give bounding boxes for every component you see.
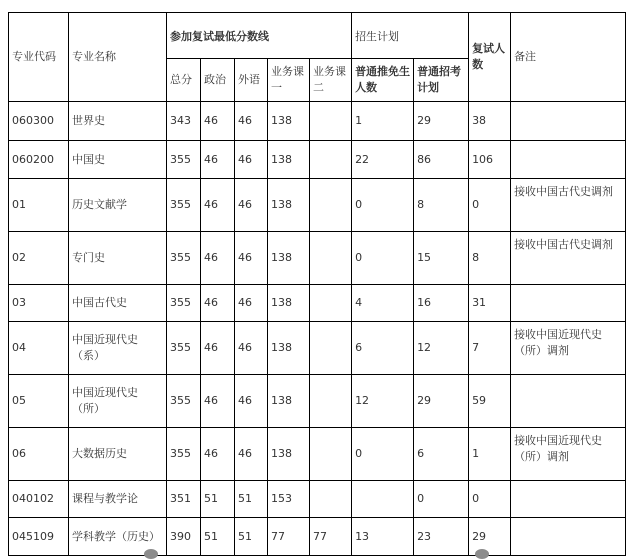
cell-retest: 0 [469, 481, 511, 518]
cell-c1: 138 [268, 232, 310, 285]
cell-total: 355 [167, 428, 201, 481]
cell-code: 03 [9, 285, 69, 322]
cell-foreign: 46 [235, 375, 268, 428]
header-exam: 普通招考计划 [414, 59, 469, 102]
cell-politics: 46 [201, 141, 235, 179]
cell-name: 世界史 [69, 102, 167, 141]
cell-exempt: 0 [352, 179, 414, 232]
cell-retest: 8 [469, 232, 511, 285]
cell-total: 355 [167, 322, 201, 375]
cell-code: 040102 [9, 481, 69, 518]
cell-foreign: 51 [235, 481, 268, 518]
cell-retest: 38 [469, 102, 511, 141]
cell-exam: 29 [414, 102, 469, 141]
cell-politics: 51 [201, 518, 235, 556]
cell-retest: 0 [469, 179, 511, 232]
table-row [9, 285, 626, 322]
cell-note [511, 285, 626, 322]
cell-exam: 86 [414, 141, 469, 179]
cell-politics: 46 [201, 232, 235, 285]
cell-note [511, 102, 626, 141]
cell-exam: 15 [414, 232, 469, 285]
cell-code: 045109 [9, 518, 69, 556]
cell-total: 355 [167, 285, 201, 322]
cell-c2 [310, 141, 352, 179]
cell-exempt [352, 481, 414, 518]
cell-c1: 138 [268, 102, 310, 141]
cell-name: 学科教学（历史） [69, 518, 167, 556]
cell-exempt: 0 [352, 428, 414, 481]
cell-note: 接收中国近现代史（所）调剂 [511, 428, 626, 481]
cell-exam: 29 [414, 375, 469, 428]
cell-c2 [310, 232, 352, 285]
cell-politics: 46 [201, 102, 235, 141]
cell-politics: 46 [201, 322, 235, 375]
cell-foreign: 46 [235, 232, 268, 285]
cell-c1: 77 [268, 518, 310, 556]
table-row [9, 232, 626, 285]
cell-total: 351 [167, 481, 201, 518]
cell-note: 接收中国近现代史（所）调剂 [511, 322, 626, 375]
header-retest: 复试人数 [469, 13, 511, 102]
cell-c2 [310, 322, 352, 375]
cell-exam: 23 [414, 518, 469, 556]
cell-total: 343 [167, 102, 201, 141]
cell-name: 中国史 [69, 141, 167, 179]
cell-retest: 106 [469, 141, 511, 179]
header-code: 专业代码 [9, 13, 69, 102]
cell-name: 中国近现代史（所） [69, 375, 167, 428]
cell-retest: 1 [469, 428, 511, 481]
admission-table [8, 12, 626, 556]
header-course2: 业务课二 [310, 59, 352, 102]
cell-code: 02 [9, 232, 69, 285]
cell-note [511, 375, 626, 428]
header-plan-group: 招生计划 [352, 13, 469, 59]
dot-decoration [144, 549, 158, 559]
cell-retest: 31 [469, 285, 511, 322]
cell-c2 [310, 375, 352, 428]
cell-foreign: 51 [235, 518, 268, 556]
cell-code: 04 [9, 322, 69, 375]
table-row [9, 428, 626, 481]
cell-c1: 138 [268, 285, 310, 322]
cell-c2 [310, 481, 352, 518]
cell-note [511, 481, 626, 518]
header-exempt: 普通推免生人数 [352, 59, 414, 102]
header-total: 总分 [167, 59, 201, 102]
cell-foreign: 46 [235, 285, 268, 322]
cell-name: 专门史 [69, 232, 167, 285]
cell-exam: 12 [414, 322, 469, 375]
cell-foreign: 46 [235, 141, 268, 179]
cell-c2 [310, 428, 352, 481]
cell-code: 06 [9, 428, 69, 481]
cell-c1: 153 [268, 481, 310, 518]
cell-politics: 46 [201, 428, 235, 481]
cell-code: 060200 [9, 141, 69, 179]
cell-politics: 46 [201, 179, 235, 232]
cell-retest: 7 [469, 322, 511, 375]
cell-exempt: 12 [352, 375, 414, 428]
cell-code: 01 [9, 179, 69, 232]
cell-foreign: 46 [235, 428, 268, 481]
cell-c1: 138 [268, 141, 310, 179]
cell-exam: 16 [414, 285, 469, 322]
cell-code: 05 [9, 375, 69, 428]
table-row [9, 141, 626, 179]
cell-total: 355 [167, 179, 201, 232]
cell-code: 060300 [9, 102, 69, 141]
cell-total: 355 [167, 141, 201, 179]
cell-total: 355 [167, 232, 201, 285]
cell-name: 中国古代史 [69, 285, 167, 322]
cell-total: 355 [167, 375, 201, 428]
cell-c1: 138 [268, 375, 310, 428]
cell-politics: 46 [201, 375, 235, 428]
table-row [9, 179, 626, 232]
cell-exempt: 6 [352, 322, 414, 375]
cell-exempt: 22 [352, 141, 414, 179]
cell-politics: 46 [201, 285, 235, 322]
cell-name: 课程与教学论 [69, 481, 167, 518]
cell-name: 中国近现代史（系） [69, 322, 167, 375]
dot-decoration [475, 549, 489, 559]
cell-exam: 0 [414, 481, 469, 518]
cell-note: 接收中国古代史调剂 [511, 232, 626, 285]
cell-retest: 59 [469, 375, 511, 428]
header-name: 专业名称 [69, 13, 167, 102]
cell-c2 [310, 179, 352, 232]
cell-c1: 138 [268, 428, 310, 481]
bottom-decoration [8, 548, 625, 559]
cell-c1: 138 [268, 179, 310, 232]
cell-exempt: 4 [352, 285, 414, 322]
cell-name: 历史文献学 [69, 179, 167, 232]
table-row [9, 322, 626, 375]
header-course1: 业务课一 [268, 59, 310, 102]
cell-exam: 6 [414, 428, 469, 481]
table-row [9, 102, 626, 141]
cell-note [511, 141, 626, 179]
cell-c2: 77 [310, 518, 352, 556]
cell-exempt: 1 [352, 102, 414, 141]
header-note: 备注 [511, 13, 626, 102]
cell-foreign: 46 [235, 179, 268, 232]
cell-c2 [310, 102, 352, 141]
header-score-group: 参加复试最低分数线 [167, 13, 352, 59]
cell-exempt: 13 [352, 518, 414, 556]
cell-exempt: 0 [352, 232, 414, 285]
cell-name: 大数据历史 [69, 428, 167, 481]
table-row [9, 481, 626, 518]
cell-retest: 29 [469, 518, 511, 556]
cell-c1: 138 [268, 322, 310, 375]
cell-foreign: 46 [235, 102, 268, 141]
cell-c2 [310, 285, 352, 322]
cell-note: 接收中国古代史调剂 [511, 179, 626, 232]
cell-politics: 51 [201, 481, 235, 518]
header-politics: 政治 [201, 59, 235, 102]
table-row [9, 375, 626, 428]
cell-total: 390 [167, 518, 201, 556]
cell-exam: 8 [414, 179, 469, 232]
cell-foreign: 46 [235, 322, 268, 375]
header-foreign: 外语 [235, 59, 268, 102]
